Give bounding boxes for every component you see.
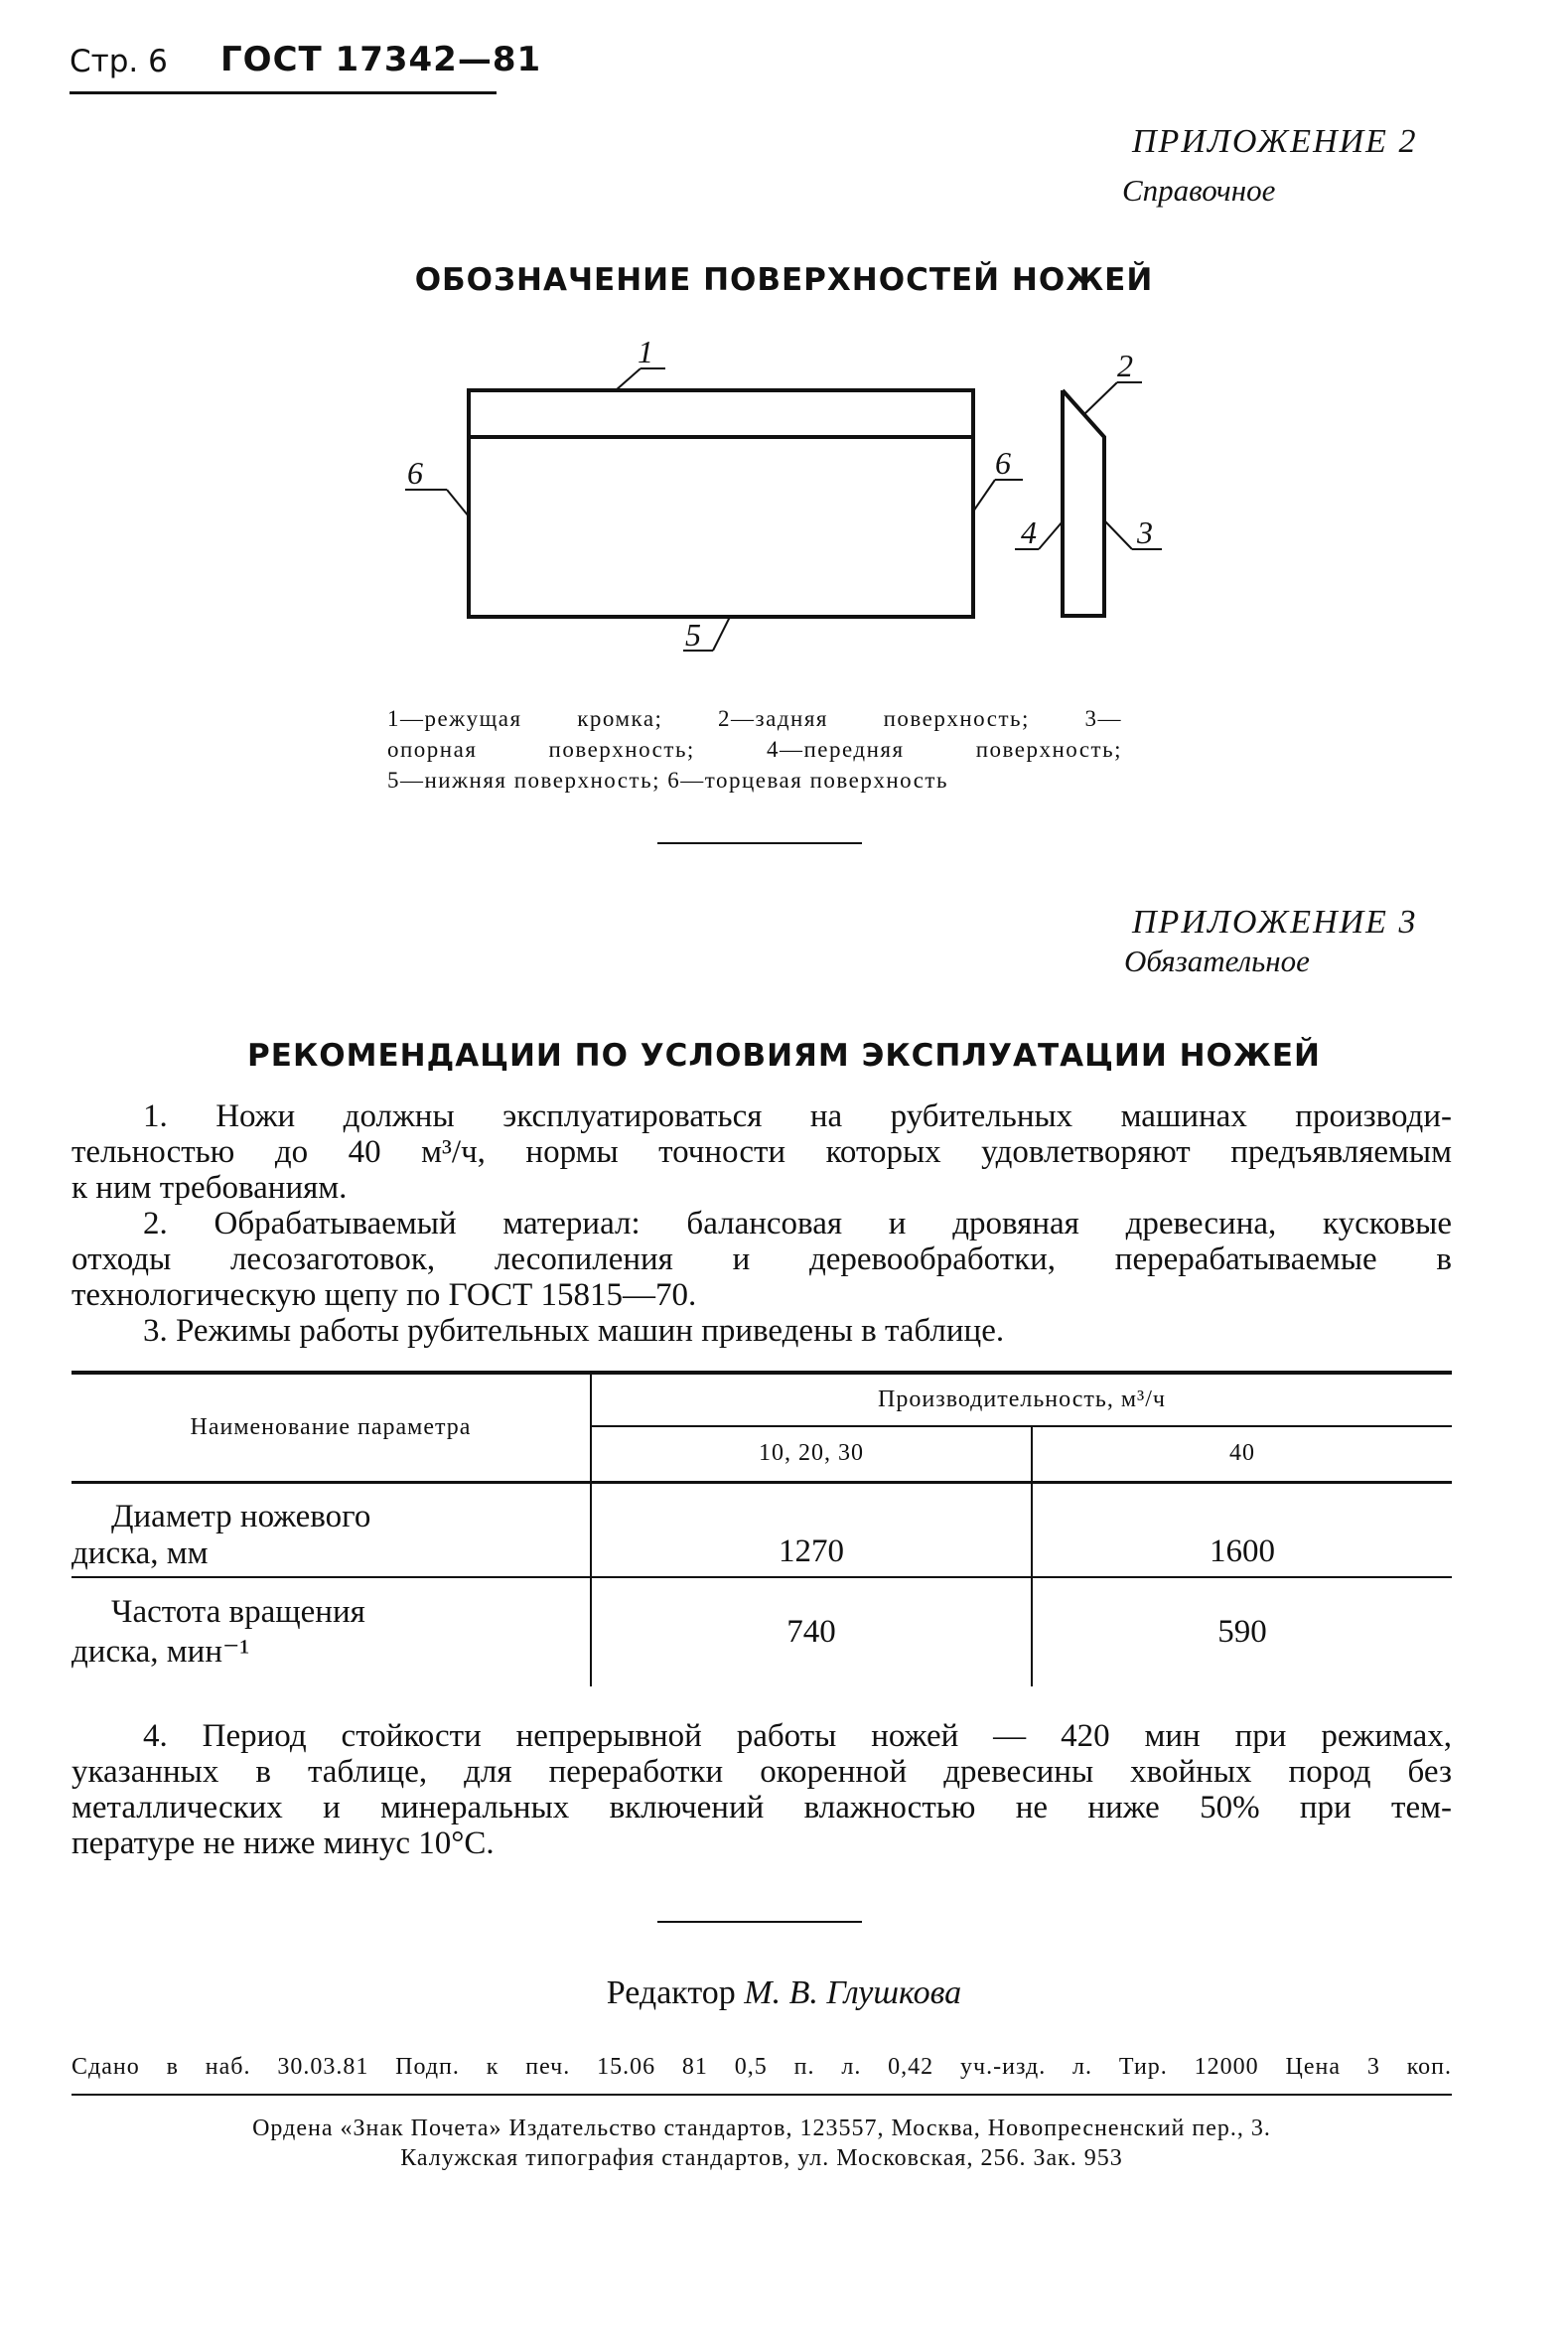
operating-modes-table bbox=[71, 1371, 1452, 1686]
table-cell-value: 1600 bbox=[1032, 1482, 1452, 1577]
page-number: Стр. 6 bbox=[70, 44, 168, 79]
table-cell-value: 590 bbox=[1217, 1614, 1267, 1650]
header-underline bbox=[70, 91, 497, 94]
caption-line: 1—режущая кромка; 2—задняя поверхность; 3— bbox=[387, 706, 1122, 731]
label-2: 2 bbox=[1117, 348, 1133, 383]
table-subheader-a: 10, 20, 30 bbox=[591, 1426, 1032, 1482]
appendix-2-title: ПРИЛОЖЕНИЕ 2 bbox=[1132, 123, 1418, 160]
figure-caption bbox=[387, 703, 1122, 796]
table-subheader-b: 40 bbox=[1032, 1426, 1452, 1482]
editor-name: М. В. Глушкова bbox=[744, 1974, 962, 2011]
caption-line: опорная поверхность; 4—передняя поверхность; bbox=[387, 737, 1122, 762]
print-info: Сдано в наб. 30.03.81 Подп. к печ. 15.06 81 0,5 п. л. 0,42 уч.-изд. л. Тир. 12000 Цена 3 коп. bbox=[71, 2054, 1452, 2080]
period-text bbox=[71, 1718, 1452, 1861]
footer-rule bbox=[71, 2094, 1452, 2096]
table-cell-value: 740 bbox=[591, 1577, 1032, 1686]
caption-line: 5—нижняя поверхность; 6—торцевая поверхность bbox=[387, 768, 948, 793]
paragraph-line: 3. Режимы работы рубительных машин приведены в таблице. bbox=[143, 1313, 1005, 1349]
paragraph-line: технологическую щепу по ГОСТ 15815—70. bbox=[71, 1277, 697, 1313]
table-cell-value: 1270 bbox=[591, 1482, 1032, 1577]
label-5: 5 bbox=[685, 617, 701, 653]
appendix-2-subtitle: Справочное bbox=[1122, 173, 1276, 208]
label-6-right: 6 bbox=[995, 445, 1011, 481]
section-divider bbox=[657, 1921, 862, 1923]
paragraph-line: 2. Обрабатываемый материал: балансовая и дровяная древесина, кусковые bbox=[143, 1206, 1452, 1241]
knife-surfaces-figure bbox=[377, 323, 1192, 680]
label-1: 1 bbox=[638, 334, 653, 369]
knife-side-view bbox=[1063, 390, 1104, 616]
table-row bbox=[71, 1482, 1452, 1577]
standard-number: ГОСТ 17342—81 bbox=[220, 40, 542, 79]
table-row bbox=[71, 1577, 1452, 1686]
appendix-2-heading: ОБОЗНАЧЕНИЕ ПОВЕРХНОСТЕЙ НОЖЕЙ bbox=[414, 262, 1154, 298]
publisher-line-1: Ордена «Знак Почета» Издательство стандартов, 123557, Москва, Новопресненский пер., 3. bbox=[252, 2115, 1271, 2141]
row-name-line: диска, мм bbox=[71, 1535, 209, 1571]
table-header-parameter: Наименование параметра bbox=[71, 1373, 591, 1482]
editor-label: Редактор bbox=[606, 1974, 736, 2011]
paragraph-line: отходы лесозаготовок, лесопиления и деревообработки, перерабатываемые в bbox=[71, 1241, 1452, 1277]
row-name-line: Частота вращения bbox=[111, 1594, 365, 1630]
paragraph-line: 1. Ножи должны эксплуатироваться на рубительных машинах производи- bbox=[143, 1098, 1452, 1134]
paragraph-line: тельностью до 40 м³/ч, нормы точности которых удовлетворяют предъявляемым bbox=[71, 1134, 1452, 1170]
section-divider bbox=[657, 842, 862, 844]
row-name-line: Диаметр ножевого bbox=[111, 1499, 371, 1534]
table-cell-name bbox=[71, 1482, 591, 1577]
publisher-line-2: Калужская типография стандартов, ул. Московская, 256. Зак. 953 bbox=[400, 2145, 1123, 2171]
paragraph-line: к ним требованиям. bbox=[71, 1170, 348, 1206]
label-3: 3 bbox=[1137, 514, 1153, 550]
table-header-productivity: Производительность, м³/ч bbox=[591, 1373, 1452, 1426]
paragraph-line: металлических и минеральных включений влажностью не ниже 50% при тем- bbox=[71, 1790, 1452, 1825]
knife-front-view bbox=[469, 390, 973, 617]
label-4: 4 bbox=[1021, 514, 1037, 550]
label-6-left: 6 bbox=[407, 455, 423, 491]
paragraph-line: указанных в таблице, для переработки окоренной древесины хвойных пород без bbox=[71, 1754, 1452, 1790]
recommendations-text bbox=[71, 1098, 1452, 1349]
row-name-line: диска, мин⁻¹ bbox=[71, 1634, 250, 1670]
paragraph-line: 4. Период стойкости непрерывной работы ножей — 420 мин при режимах, bbox=[143, 1718, 1452, 1754]
appendix-3-title: ПРИЛОЖЕНИЕ 3 bbox=[1132, 904, 1418, 941]
paragraph-line: пературе не ниже минус 10°С. bbox=[71, 1825, 495, 1861]
table-cell-name bbox=[71, 1577, 591, 1686]
editor-line bbox=[0, 1974, 1568, 2012]
appendix-3-subtitle: Обязательное bbox=[1124, 944, 1310, 978]
appendix-3-heading: РЕКОМЕНДАЦИИ ПО УСЛОВИЯМ ЭКСПЛУАТАЦИИ НОЖЕЙ bbox=[247, 1038, 1321, 1074]
